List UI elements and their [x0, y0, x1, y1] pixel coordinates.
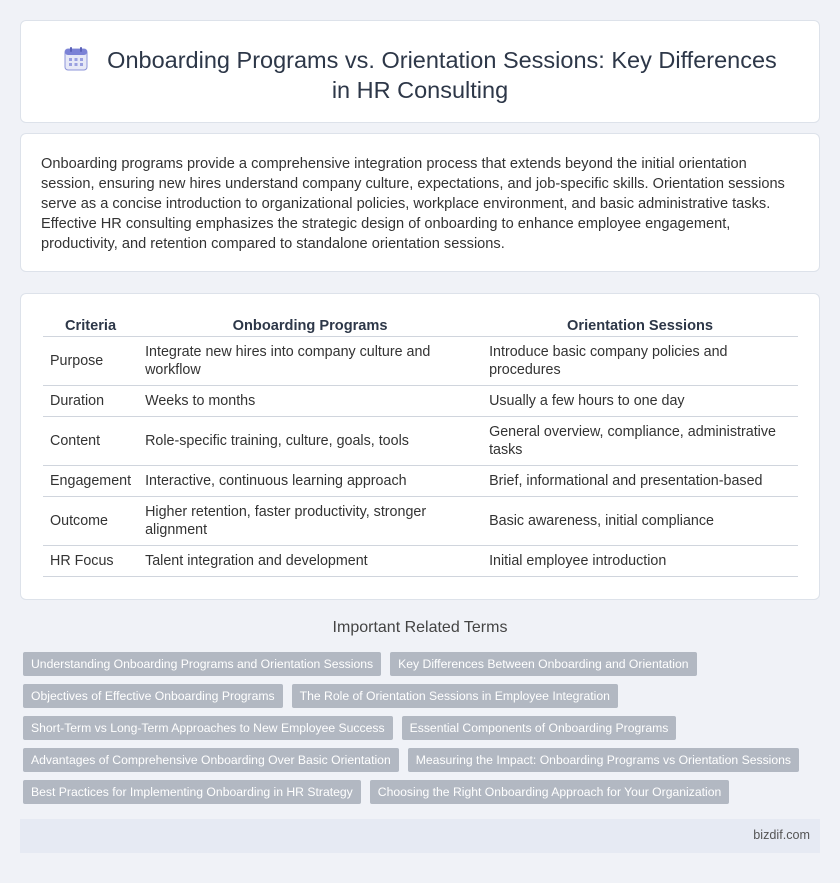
header-criteria: Criteria [43, 315, 138, 337]
page-title: Onboarding Programs vs. Orientation Sessions: Key Differences in HR Consulting [107, 47, 777, 103]
related-term-tag[interactable]: Understanding Onboarding Programs and Orientation Sessions [23, 652, 381, 676]
cell-criteria: Duration [43, 386, 138, 417]
cell-onboarding: Weeks to months [138, 386, 482, 417]
cell-criteria: Engagement [43, 466, 138, 497]
cell-orientation: Usually a few hours to one day [482, 386, 798, 417]
footer-site-link[interactable]: bizdif.com [753, 828, 810, 842]
related-term-tag[interactable]: Objectives of Effective Onboarding Programs [23, 684, 283, 708]
header-orientation: Orientation Sessions [482, 315, 798, 337]
table-row [43, 417, 798, 466]
page-title-wrap [21, 45, 819, 105]
comparison-table [43, 315, 798, 577]
comparison-card [20, 293, 820, 600]
cell-orientation: Initial employee introduction [482, 546, 798, 577]
cell-criteria: Outcome [43, 497, 138, 546]
cell-onboarding: Talent integration and development [138, 546, 482, 577]
cell-criteria: Content [43, 417, 138, 466]
header-onboarding: Onboarding Programs [138, 315, 482, 337]
related-term-tag[interactable]: Advantages of Comprehensive Onboarding Over Basic Orientation [23, 748, 399, 772]
cell-onboarding: Higher retention, faster productivity, stronger alignment [138, 497, 482, 546]
intro-card [20, 133, 820, 272]
cell-criteria: HR Focus [43, 546, 138, 577]
related-term-tag[interactable]: Essential Components of Onboarding Programs [402, 716, 677, 740]
cell-onboarding: Integrate new hires into company culture and workflow [138, 337, 482, 386]
related-term-tag[interactable]: Best Practices for Implementing Onboarding in HR Strategy [23, 780, 361, 804]
table-row [43, 386, 798, 417]
cell-orientation: General overview, compliance, administrative tasks [482, 417, 798, 466]
related-terms-tags [23, 652, 813, 812]
cell-criteria: Purpose [43, 337, 138, 386]
table-header-row [43, 315, 798, 337]
table-row [43, 546, 798, 577]
cell-orientation: Brief, informational and presentation-based [482, 466, 798, 497]
cell-onboarding: Role-specific training, culture, goals, tools [138, 417, 482, 466]
cell-orientation: Introduce basic company policies and procedures [482, 337, 798, 386]
cell-onboarding: Interactive, continuous learning approach [138, 466, 482, 497]
intro-paragraph: Onboarding programs provide a comprehensive integration process that extends beyond the initial orientation session, ensuring new hires understand company culture, expectations, and job-specific skills. Orientation sessions serve as a concise introduction to organizational policies, workplace environment, and basic administrative tasks. Effective HR consulting emphasizes the strategic design of onboarding to enhance employee engagement, productivity, and retention compared to standalone orientation sessions. [41, 156, 785, 252]
related-term-tag[interactable]: Measuring the Impact: Onboarding Programs vs Orientation Sessions [408, 748, 799, 772]
related-terms-title: Important Related Terms [332, 619, 508, 636]
related-term-tag[interactable]: Short-Term vs Long-Term Approaches to New Employee Success [23, 716, 393, 740]
related-term-tag[interactable]: Choosing the Right Onboarding Approach for Your Organization [370, 780, 730, 804]
calendar-icon [63, 46, 89, 72]
table-row [43, 337, 798, 386]
cell-orientation: Basic awareness, initial compliance [482, 497, 798, 546]
table-row [43, 466, 798, 497]
header-card [20, 20, 820, 123]
related-term-tag[interactable]: The Role of Orientation Sessions in Employee Integration [292, 684, 618, 708]
table-row [43, 497, 798, 546]
related-term-tag[interactable]: Key Differences Between Onboarding and Orientation [390, 652, 696, 676]
footer-bar [20, 819, 820, 853]
